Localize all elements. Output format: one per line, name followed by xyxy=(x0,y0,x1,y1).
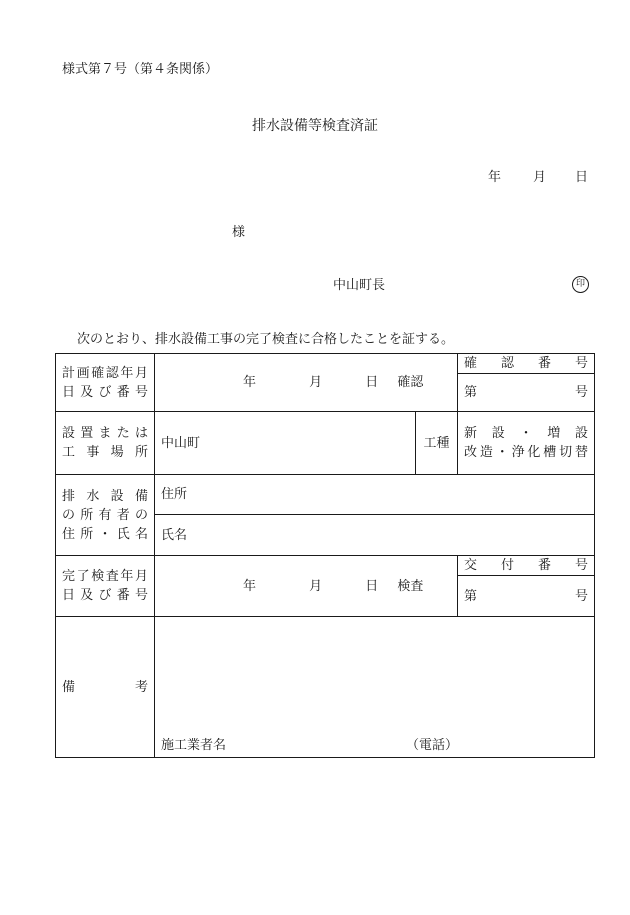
inspection-year-label: 年 xyxy=(243,578,257,594)
plan-number-suffix: 号 xyxy=(574,385,588,400)
owner-label-cell xyxy=(56,475,155,556)
owner-address-cell[interactable] xyxy=(155,475,595,515)
owner-address-label: 住所 xyxy=(161,487,188,502)
issue-number-header xyxy=(458,556,595,576)
inspection-label-cell xyxy=(56,556,155,617)
plan-label-line1: 計画確認年月 xyxy=(62,365,148,381)
site-value: 中山町 xyxy=(161,435,201,451)
plan-number-prefix: 第 xyxy=(464,385,478,400)
plan-month-label: 月 xyxy=(309,375,323,390)
plan-label-cell xyxy=(56,354,155,412)
issue-number-prefix: 第 xyxy=(464,588,478,604)
plan-number-header-text: 確 認 番 号 xyxy=(464,356,588,371)
seal-mark: 印 xyxy=(572,276,589,293)
owner-name-label: 氏名 xyxy=(161,527,188,543)
remarks-label: 備 考 xyxy=(62,679,148,695)
site-value-cell[interactable] xyxy=(155,412,416,475)
site-label-line1: 設置または xyxy=(62,426,148,441)
inspection-label-line1: 完了検査年月 xyxy=(62,569,148,584)
certificate-form-table xyxy=(55,353,595,758)
owner-label-line1: 排水設備 xyxy=(62,488,148,504)
document-title: 排水設備等検査済証 xyxy=(252,118,378,134)
issue-number-cell[interactable] xyxy=(458,576,595,617)
work-type-options-cell[interactable] xyxy=(458,412,595,475)
inspection-confirm-label: 検査 xyxy=(397,578,424,594)
addressee-suffix: 様 xyxy=(232,225,246,240)
issuer-name: 中山町長 xyxy=(333,278,386,293)
remarks-label-cell xyxy=(56,617,155,758)
work-type-label-cell xyxy=(416,412,458,475)
phone-label: （電話） xyxy=(406,738,459,753)
plan-date-cell[interactable] xyxy=(155,354,458,412)
plan-label-line2: 日及び番号 xyxy=(62,384,148,400)
plan-day-label: 日 xyxy=(365,375,379,390)
inspection-month-label: 月 xyxy=(309,578,323,594)
plan-number-header xyxy=(458,354,595,374)
plan-number-cell[interactable] xyxy=(458,374,595,412)
date-day-label: 日 xyxy=(575,170,589,185)
site-label-cell xyxy=(56,412,155,475)
inspection-label-line2: 日及び番号 xyxy=(62,588,148,603)
owner-label-line3: 住所・氏名 xyxy=(62,526,148,542)
date-year-label: 年 xyxy=(488,170,502,185)
issue-number-header-text: 交 付 番 号 xyxy=(464,558,588,573)
inspection-day-label: 日 xyxy=(365,578,379,594)
owner-name-cell[interactable] xyxy=(155,515,595,556)
form-number: 様式第７号（第４条関係） xyxy=(62,62,219,77)
intro-text: 次のとおり、排水設備工事の完了検査に合格したことを証する。 xyxy=(77,332,455,347)
plan-confirm-label: 確認 xyxy=(397,375,424,390)
plan-year-label: 年 xyxy=(243,375,257,390)
site-label-line2: 工事場所 xyxy=(62,445,148,460)
date-month-label: 月 xyxy=(533,170,547,185)
issue-number-suffix: 号 xyxy=(574,588,588,604)
remarks-cell[interactable] xyxy=(155,617,595,758)
work-type-label: 工種 xyxy=(423,435,450,451)
owner-label-line2: の所有者の xyxy=(62,507,148,523)
contractor-label: 施工業者名 xyxy=(161,738,227,753)
work-type-options-line1: 新設・増設 xyxy=(464,426,588,441)
inspection-date-cell[interactable] xyxy=(155,556,458,617)
work-type-options-line2: 改造・浄化槽切替 xyxy=(464,445,588,460)
